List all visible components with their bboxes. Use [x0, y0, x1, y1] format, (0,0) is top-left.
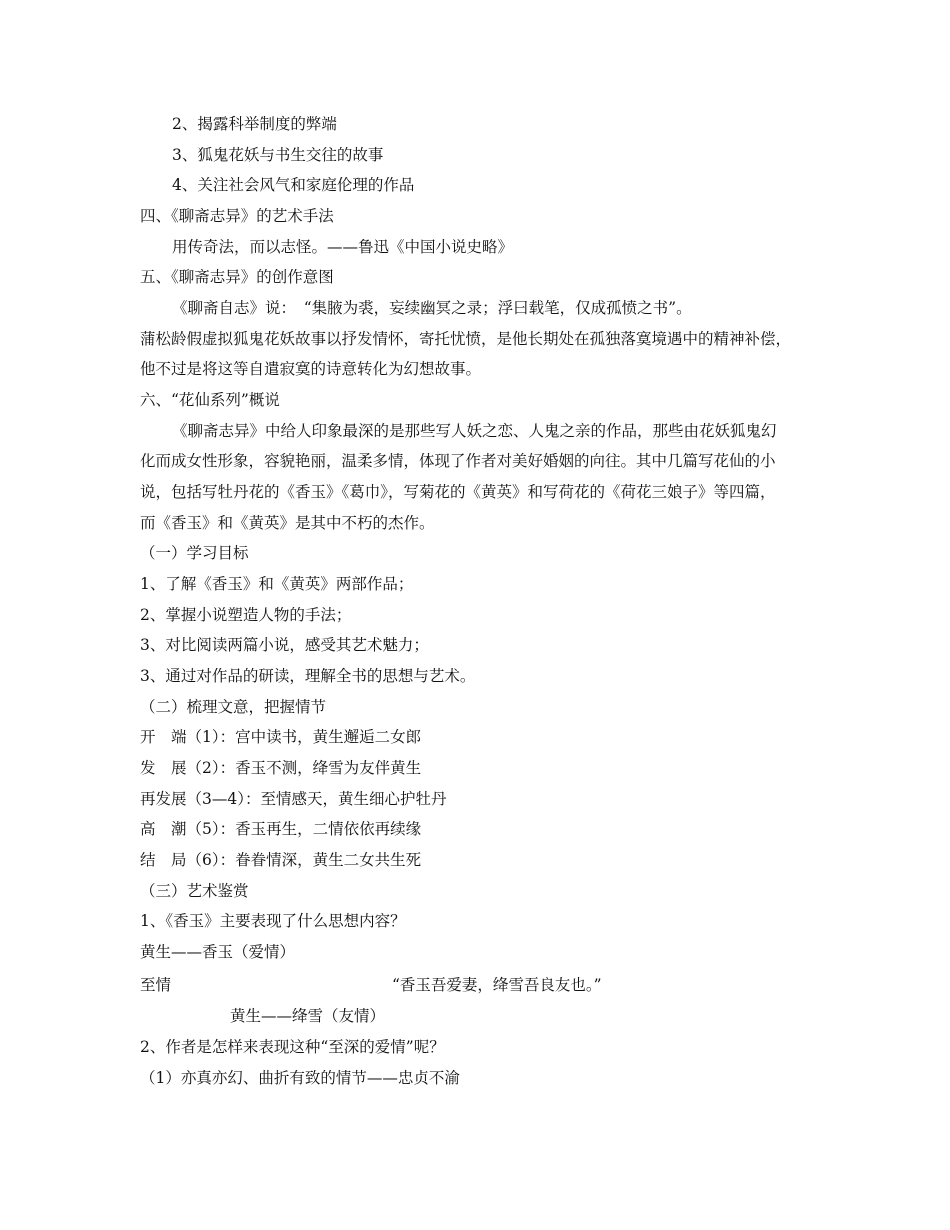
section-heading-6: 六、“花仙系列”概说	[140, 391, 280, 409]
paragraph-line: 说，包括写牡丹花的《香玉》《葛巾》，写菊花的《黄英》和写荷花的《荷花三娘子》等四篇，	[140, 483, 776, 501]
question: 1、《香玉》主要表现了什么思想内容？	[140, 912, 406, 930]
list-item: 2、掌握小说塑造人物的手法；	[140, 606, 352, 624]
paragraph-line: 他不过是将这等自遣寂寞的诗意转化为幻想故事。	[140, 360, 482, 378]
paragraph-line: 而《香玉》和《黄英》是其中不朽的杰作。	[140, 514, 435, 532]
list-item-4: 4、关注社会风气和家庭伦理的作品	[172, 176, 415, 194]
paragraph-line: 用传奇法，而以志怪。——鲁迅《中国小说史略》	[172, 238, 514, 256]
subsection-heading-3: （三）艺术鉴赏	[140, 882, 249, 900]
list-item: 3、对比阅读两篇小说，感受其艺术魅力；	[140, 636, 429, 654]
subsection-heading-2: （二）梳理文意，把握情节	[140, 698, 327, 716]
relation-label: 至情	[140, 976, 172, 994]
list-item-3: 3、狐鬼花妖与书生交往的故事	[172, 146, 384, 164]
list-item-2: 2、揭露科举制度的弊端	[172, 115, 337, 133]
paragraph-line: 《聊斋自志》说： “集腋为裘，妄续幽冥之录；浮曰载笔，仅成孤愤之书”。	[172, 299, 692, 317]
answer-item: （1）亦真亦幻、曲折有致的情节——忠贞不渝	[140, 1069, 460, 1087]
paragraph-line: 化而成女性形象，容貌艳丽，温柔多情，体现了作者对美好婚姻的向往。其中几篇写花仙的小	[140, 452, 776, 470]
section-heading-4: 四、《聊斋志异》的艺术手法	[140, 207, 334, 225]
subsection-heading-1: （一）学习目标	[140, 544, 249, 562]
plot-item: 发 展（2）：香玉不测，绛雪为友伴黄生	[140, 759, 422, 777]
paragraph-line: 蒲松龄假虚拟狐鬼花妖故事以抒发情怀，寄托忧愤，是他长期处在孤独落寞境遇中的精神补偿，	[140, 330, 792, 348]
relation-line: 黄生——绛雪（友情）	[230, 1007, 386, 1025]
plot-item: 开 端（1）：宫中读书，黄生邂逅二女郎	[140, 728, 422, 746]
plot-item: 结 局（6）：眷眷情深，黄生二女共生死	[140, 851, 422, 869]
plot-item: 高 潮（5）：香玉再生，二情依依再续缘	[140, 820, 422, 838]
quote: “香玉吾爱妻，绛雪吾良友也。”	[392, 976, 602, 994]
plot-item: 再发展（3—4）：至情感天，黄生细心护牡丹	[140, 790, 447, 808]
list-item: 3、通过对作品的研读，理解全书的思想与艺术。	[140, 667, 476, 685]
question: 2、作者是怎样来表现这种“至深的爱情”呢？	[140, 1038, 445, 1056]
list-item: 1、了解《香玉》和《黄英》两部作品；	[140, 575, 414, 593]
section-heading-5: 五、《聊斋志异》的创作意图	[140, 268, 334, 286]
relation-line: 黄生——香玉（爱情）	[140, 943, 296, 961]
paragraph-line: 《聊斋志异》中给人印象最深的是那些写人妖之恋、人鬼之亲的作品，那些由花妖狐鬼幻	[172, 422, 777, 440]
